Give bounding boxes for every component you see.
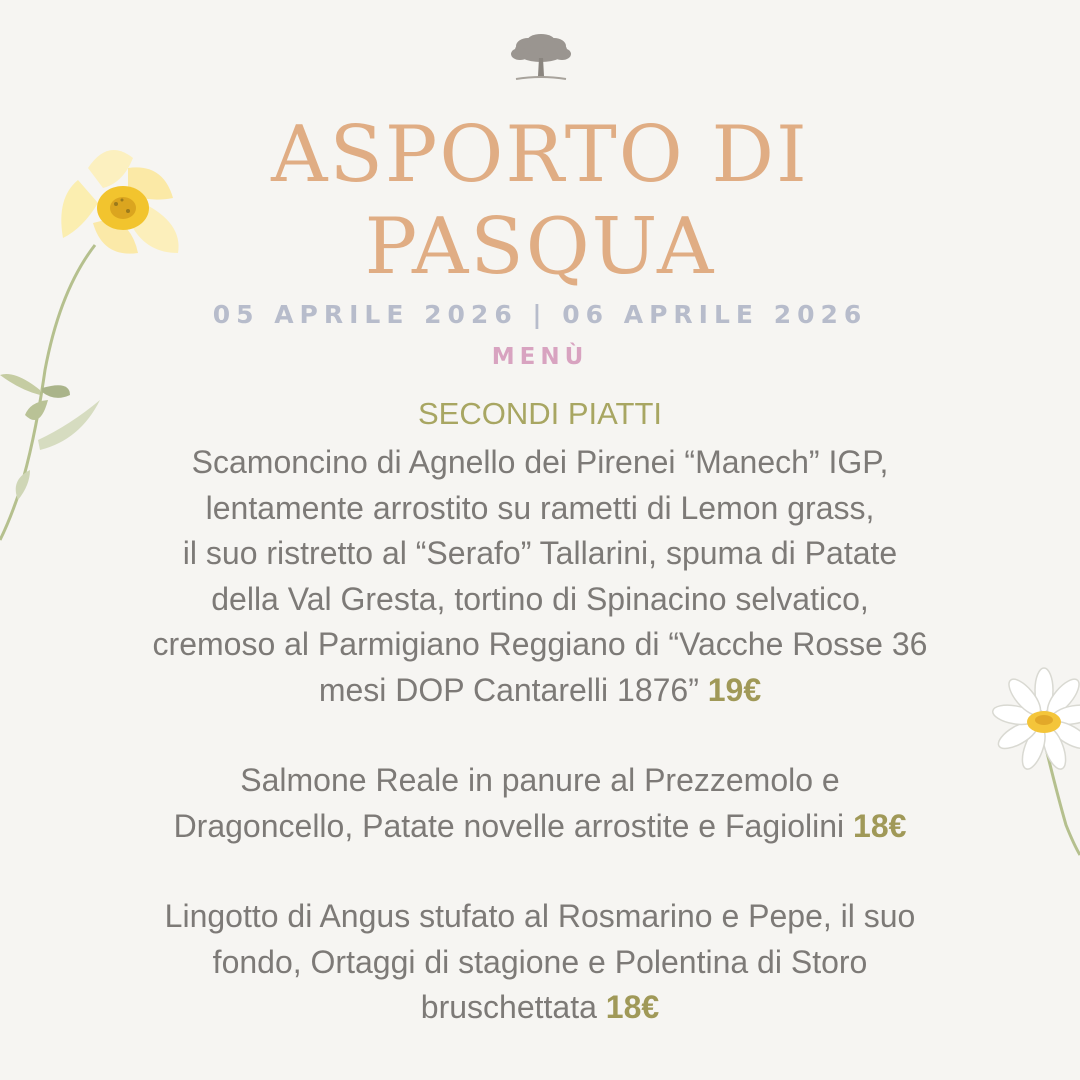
title-line-1: ASPORTO DI xyxy=(271,110,809,200)
dish-line: della Val Gresta, tortino di Spinacino selvatico, xyxy=(211,580,869,617)
dish-line: Dragoncello, Patate novelle arrostite e Fagiolini xyxy=(173,807,845,844)
dish-line: il suo ristretto al “Serafo” Tallarini, spuma di Patate xyxy=(182,535,898,571)
event-dates: 05 APRILE 2026 | 06 APRILE 2026 xyxy=(212,300,868,329)
dish-line: Salmone Reale in panure al Prezzemolo e xyxy=(240,762,840,798)
dish-line-last xyxy=(60,668,1020,714)
tree-logo-icon xyxy=(508,32,574,84)
menu-label: MENÙ xyxy=(491,344,589,370)
dish-line-last xyxy=(60,985,1020,1031)
dish-item xyxy=(60,758,1020,849)
title-line-2: PASQUA xyxy=(364,202,716,292)
dish-line: mesi DOP Cantarelli 1876” xyxy=(318,671,699,708)
dish-line: lentamente arrostito su rametti di Lemon grass, xyxy=(205,489,875,526)
dish-line: cremoso al Parmigiano Reggiano di “Vacche Rosse 36 xyxy=(152,626,928,662)
dish-line: Scamoncino di Agnello dei Pirenei “Manech” IGP, xyxy=(191,444,889,480)
dish-price: 18€ xyxy=(853,807,907,844)
section-title: SECONDI PIATTI xyxy=(417,396,662,431)
dish-price: 18€ xyxy=(605,989,660,1025)
dish-price: 19€ xyxy=(707,671,762,708)
dish-item xyxy=(60,894,1020,1031)
dish-line: fondo, Ortaggi di stagione e Polentina di Storo xyxy=(212,943,868,980)
dish-item xyxy=(60,440,1020,713)
dish-line: Lingotto di Angus stufato al Rosmarino e Pepe, il suo xyxy=(164,898,916,934)
dish-line: bruschettata xyxy=(420,989,597,1025)
dish-line-last xyxy=(60,804,1020,850)
